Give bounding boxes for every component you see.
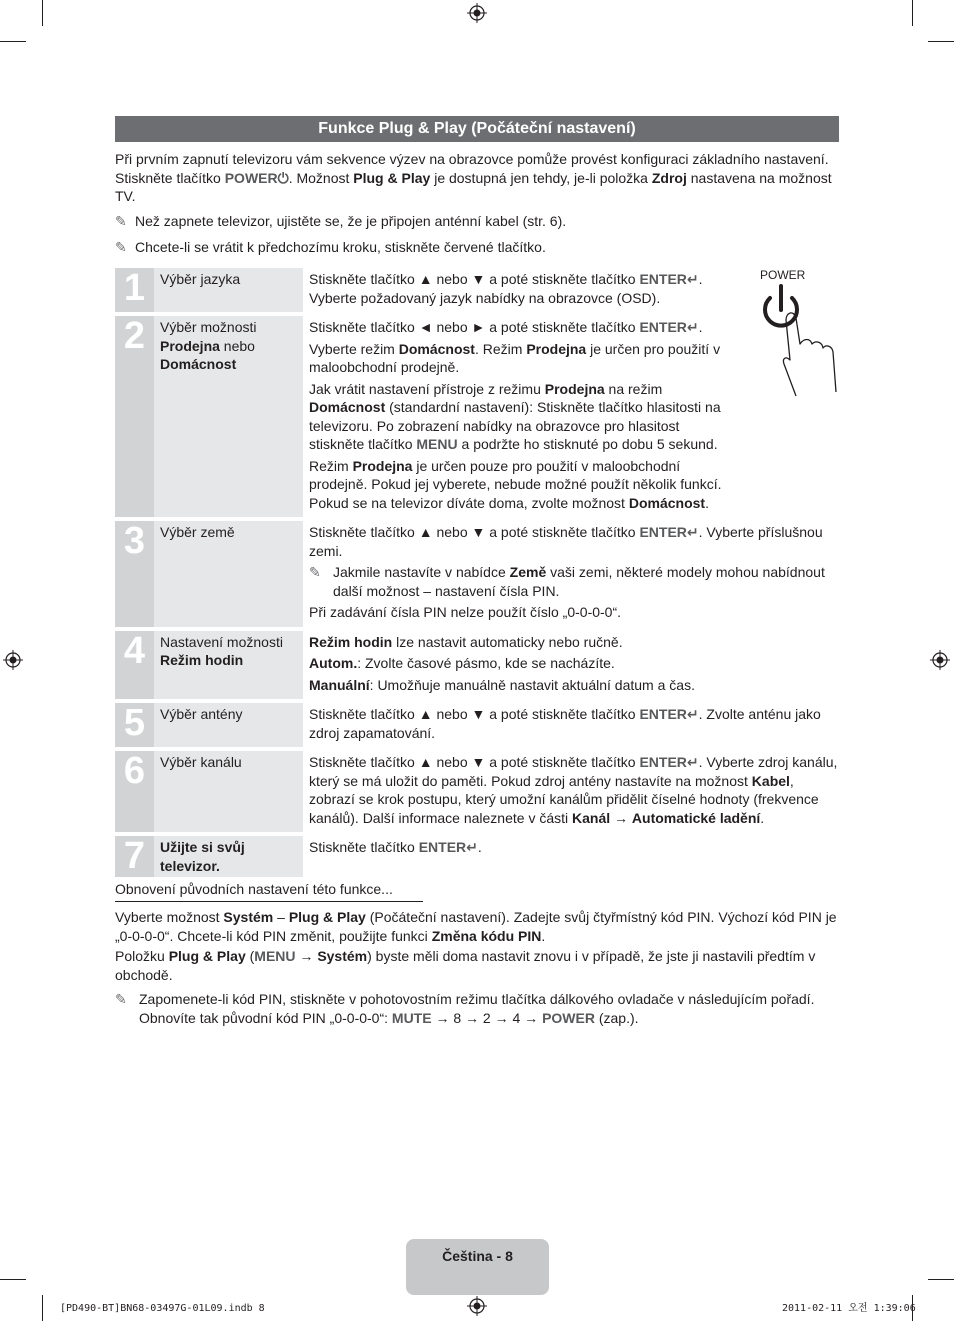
intro-note: ✎ Chcete-li se vrátit k předchozímu kroku, stiskněte červené tlačítko. (115, 239, 546, 255)
step-row (115, 703, 839, 747)
step-row (115, 268, 839, 312)
step-description (303, 268, 839, 312)
section-title: Funkce Plug & Play (Počáteční nastavení) (115, 116, 839, 142)
step-note: ✎ Jakmile nastavíte v nabídce Země vaši zemi, některé modely mohou nabídnout další možnost – nastavení čísla PIN. (309, 564, 825, 599)
step-row (115, 521, 839, 627)
pencil-note-icon: ✎ (115, 239, 127, 255)
step-number: 6 (115, 751, 154, 832)
crop-mark (928, 41, 954, 42)
step-paragraph: Stiskněte tlačítko ◄ nebo ► a poté stiskněte tlačítko ENTER↵. (309, 319, 703, 335)
step-number: 7 (115, 836, 154, 877)
step-description (303, 751, 839, 832)
registration-mark-icon (3, 650, 23, 670)
print-slug-date: 2011-02-11 오전 1:39:06 (782, 1303, 916, 1314)
crop-mark (912, 0, 913, 26)
step-paragraph: Stiskněte tlačítko ▲ nebo ▼ a poté stiskněte tlačítko ENTER↵. Vyberte zdroj kanálu, který se má uložit do paměti. Pokud zdroj antény nastavíte na možnost Kabel, zobrazí se krok postupu, který umožní kanálům přidělit číselné hodnoty (frekvence kanálů). Další informace naleznete v části Kanál → Automatické ladění. (309, 754, 838, 826)
step-paragraph: Stiskněte tlačítko ▲ nebo ▼ a poté stiskněte tlačítko ENTER↵. Zvolte anténu jako zdroj zapamatování. (309, 706, 821, 741)
step-label: Výběr kanálu (154, 751, 303, 832)
step-paragraph: Autom.: Zvolte časové pásmo, kde se nacházíte. (309, 655, 615, 671)
step-paragraph: Jak vrátit nastavení přístroje z režimu Prodejna na režim Domácnost (standardní nastavení): Stiskněte tlačítko hlasitosti na televizoru. Po zobrazení nabídky na obrazovce pro hlasitost stiskněte tlačítko MENU a podržte ho stisknuté po dobu 5 sekund. (309, 380, 721, 452)
step-paragraph: Manuální: Umožňuje manuálně nastavit aktuální datum a čas. (309, 676, 695, 693)
step-paragraph: Vyberte režim Domácnost. Režim Prodejna je určen pro použití v maloobchodní prodejně. (309, 340, 721, 375)
step-description (303, 316, 839, 517)
reset-note: ✎ Zapomenete-li kód PIN, stiskněte v pohotovostním režimu tlačítka dálkového ovladače v následujícím pořadí. Obnovíte tak původní kód PIN „0-0-0-0“: MUTE → 8 → 2 → 4 → POWER (zap.). (115, 991, 815, 1026)
step-description (303, 631, 839, 700)
intro-note: ✎ Než zapnete televizor, ujistěte se, že je připojen anténní kabel (str. 6). (115, 212, 567, 229)
step-description (303, 836, 839, 877)
print-slug-file: [PD490-BT]BN68-03497G-01L09.indb 8 (60, 1303, 265, 1314)
step-label: Výběr země (154, 521, 303, 627)
pencil-note-icon: ✎ (115, 212, 127, 229)
step-label: Výběr jazyka (154, 268, 303, 312)
steps-table (115, 268, 839, 881)
reset-heading: Obnovení původních nastavení této funkce... (115, 880, 423, 902)
page-number-tab: Čeština - 8 (406, 1239, 549, 1295)
crop-mark (0, 1279, 26, 1280)
crop-mark (42, 1295, 43, 1321)
step-paragraph: Stiskněte tlačítko ENTER↵. (309, 839, 482, 855)
step-paragraph: Režim hodin lze nastavit automaticky nebo ručně. (309, 633, 623, 650)
crop-mark (42, 0, 43, 26)
reset-paragraph: Vyberte možnost Systém – Plug & Play (Počáteční nastavení). Zadejte svůj čtyřmístný kód PIN. Výchozí kód PIN je „0-0-0-0“. Chcete-li kód PIN změnit, použijte funkci Změna kódu PIN. (115, 909, 837, 944)
step-row (115, 631, 839, 700)
step-number: 4 (115, 631, 154, 700)
step-description (303, 521, 839, 627)
reset-section (115, 908, 841, 1029)
registration-mark-icon (467, 3, 487, 23)
pencil-note-icon: ✎ (309, 564, 321, 580)
step-paragraph: Při zadávání čísla PIN nelze použít číslo „0-0-0-0“. (309, 604, 622, 620)
crop-mark (0, 41, 26, 42)
step-paragraph: Režim Prodejna je určen pouze pro použití v maloobchodní prodejně. Pokud jej vyberete, nebude možné použít několik funkcí. Pokud se na televizor díváte doma, zvolte možnost Domácnost. (309, 457, 722, 511)
step-number: 5 (115, 703, 154, 747)
step-number: 3 (115, 521, 154, 627)
registration-mark-icon (930, 650, 950, 670)
step-number: 2 (115, 316, 154, 517)
step-row (115, 836, 839, 877)
reset-paragraph: Položku Plug & Play (MENU → Systém) byste měli doma nastavit znovu i v případě, že jste ji nastavili předtím v obchodě. (115, 948, 816, 983)
step-paragraph: Stiskněte tlačítko ▲ nebo ▼ a poté stiskněte tlačítko ENTER↵. Vyberte příslušnou zemi. (309, 524, 823, 559)
step-row (115, 751, 839, 832)
intro-paragraph: Při prvním zapnutí televizoru vám sekvence výzev na obrazovce pomůže provést konfiguraci základního nastavení. Stiskněte tlačítko POWER⏻. Možnost Plug & Play je dostupná jen tehdy, je-li položka Zdroj nastavena na možnost TV. (115, 151, 832, 204)
crop-mark (928, 1279, 954, 1280)
intro (115, 150, 839, 261)
step-number: 1 (115, 268, 154, 312)
step-description (303, 703, 839, 747)
step-paragraph: Stiskněte tlačítko ▲ nebo ▼ a poté stiskněte tlačítko ENTER↵. Vyberte požadovaný jazyk nabídky na obrazovce (OSD). (309, 271, 703, 306)
power-label: POWER (760, 268, 806, 282)
step-label: Výběr možnosti Prodejna nebo Domácnost (154, 316, 303, 517)
step-label: Užijte si svůj televizor. (154, 836, 303, 877)
step-row (115, 316, 839, 517)
step-label: Nastavení možnosti Režim hodin (154, 631, 303, 700)
registration-mark-icon (467, 1296, 487, 1316)
step-label: Výběr antény (154, 703, 303, 747)
pencil-note-icon: ✎ (115, 991, 127, 1007)
